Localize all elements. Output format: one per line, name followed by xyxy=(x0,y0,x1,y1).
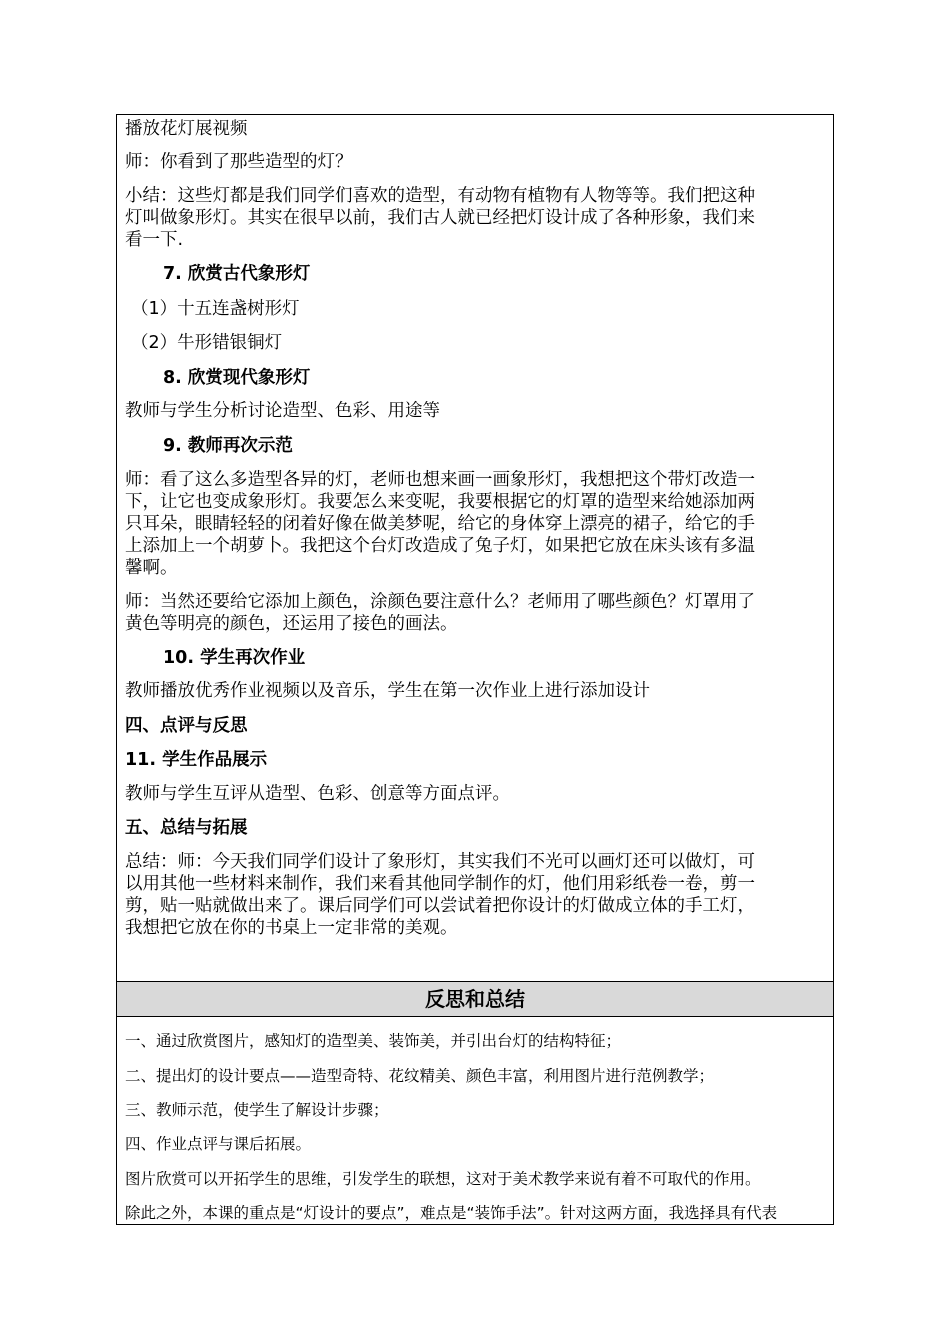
list-item: （1）十五连盏树形灯 xyxy=(131,299,300,319)
text-line: 师：当然还要给它添加上颜色，涂颜色要注意什么？老师用了哪些颜色？灯罩用了 xyxy=(125,592,755,612)
list-item: （2）牛形错银铜灯 xyxy=(131,333,283,353)
reflection-line: 一、通过欣赏图片，感知灯的造型美、装饰美，并引出台灯的结构特征； xyxy=(125,1032,622,1050)
text-line: 我想把它放在你的书桌上一定非常的美观。 xyxy=(125,918,458,938)
text-line: 黄色等明亮的颜色，还运用了接色的画法。 xyxy=(125,614,458,634)
reflection-line: 四、作业点评与课后拓展。 xyxy=(125,1135,312,1153)
text-line: 看一下. xyxy=(125,230,184,250)
lesson-process-cell xyxy=(117,115,833,981)
section-heading: 7. 欣赏古代象形灯 xyxy=(163,264,311,284)
section-heading: 8. 欣赏现代象形灯 xyxy=(163,368,311,388)
text-line: 馨啊。 xyxy=(125,558,178,578)
reflection-line: 二、提出灯的设计要点——造型奇特、花纹精美、颜色丰富，利用图片进行范例教学； xyxy=(125,1067,715,1085)
section-heading: 9. 教师再次示范 xyxy=(163,436,293,456)
text-line: 只耳朵，眼睛轻轻的闭着好像在做美梦呢，给它的身体穿上漂亮的裙子，给它的手 xyxy=(125,514,755,534)
text-line: 小结：这些灯都是我们同学们喜欢的造型，有动物有植物有人物等等。我们把这种 xyxy=(125,186,755,206)
part-heading: 四、点评与反思 xyxy=(125,716,248,736)
text-line: 下，让它也变成象形灯。我要怎么来变呢，我要根据它的灯罩的造型来给她添加两 xyxy=(125,492,755,512)
lesson-table xyxy=(116,114,834,1225)
text-line: 播放花灯展视频 xyxy=(125,119,248,139)
text-line: 师：你看到了那些造型的灯？ xyxy=(125,152,353,172)
reflection-line: 除此之外，本课的重点是“灯设计的要点”，难点是“装饰手法”。针对这两方面，我选择具有代表 xyxy=(125,1204,778,1222)
section-heading: 10. 学生再次作业 xyxy=(163,648,306,668)
text-line: 教师与学生分析讨论造型、色彩、用途等 xyxy=(125,401,440,421)
text-line: 上添加上一个胡萝卜。我把这个台灯改造成了兔子灯，如果把它放在床头该有多温 xyxy=(125,536,755,556)
reflection-line: 三、教师示范，使学生了解设计步骤； xyxy=(125,1101,389,1119)
text-line: 教师播放优秀作业视频以及音乐，学生在第一次作业上进行添加设计 xyxy=(125,681,650,701)
text-line: 剪，贴一贴就做出来了。课后同学们可以尝试着把你设计的灯做成立体的手工灯， xyxy=(125,896,755,916)
reflection-line: 图片欣赏可以开拓学生的思维，引发学生的联想，这对于美术教学来说有着不可取代的作用。 xyxy=(125,1170,761,1188)
text-line: 总结：师：今天我们同学们设计了象形灯，其实我们不光可以画灯还可以做灯，可 xyxy=(125,852,755,872)
reflection-header: 反思和总结 xyxy=(117,981,833,1017)
text-line: 师：看了这么多造型各异的灯，老师也想来画一画象形灯，我想把这个带灯改造一 xyxy=(125,470,755,490)
part-heading: 五、总结与拓展 xyxy=(125,818,248,838)
text-line: 教师与学生互评从造型、色彩、创意等方面点评。 xyxy=(125,784,510,804)
text-line: 以用其他一些材料来制作，我们来看其他同学制作的灯，他们用彩纸卷一卷，剪一 xyxy=(125,874,755,894)
text-line: 灯叫做象形灯。其实在很早以前，我们古人就已经把灯设计成了各种形象，我们来 xyxy=(125,208,755,228)
section-heading: 11. 学生作品展示 xyxy=(125,750,268,770)
